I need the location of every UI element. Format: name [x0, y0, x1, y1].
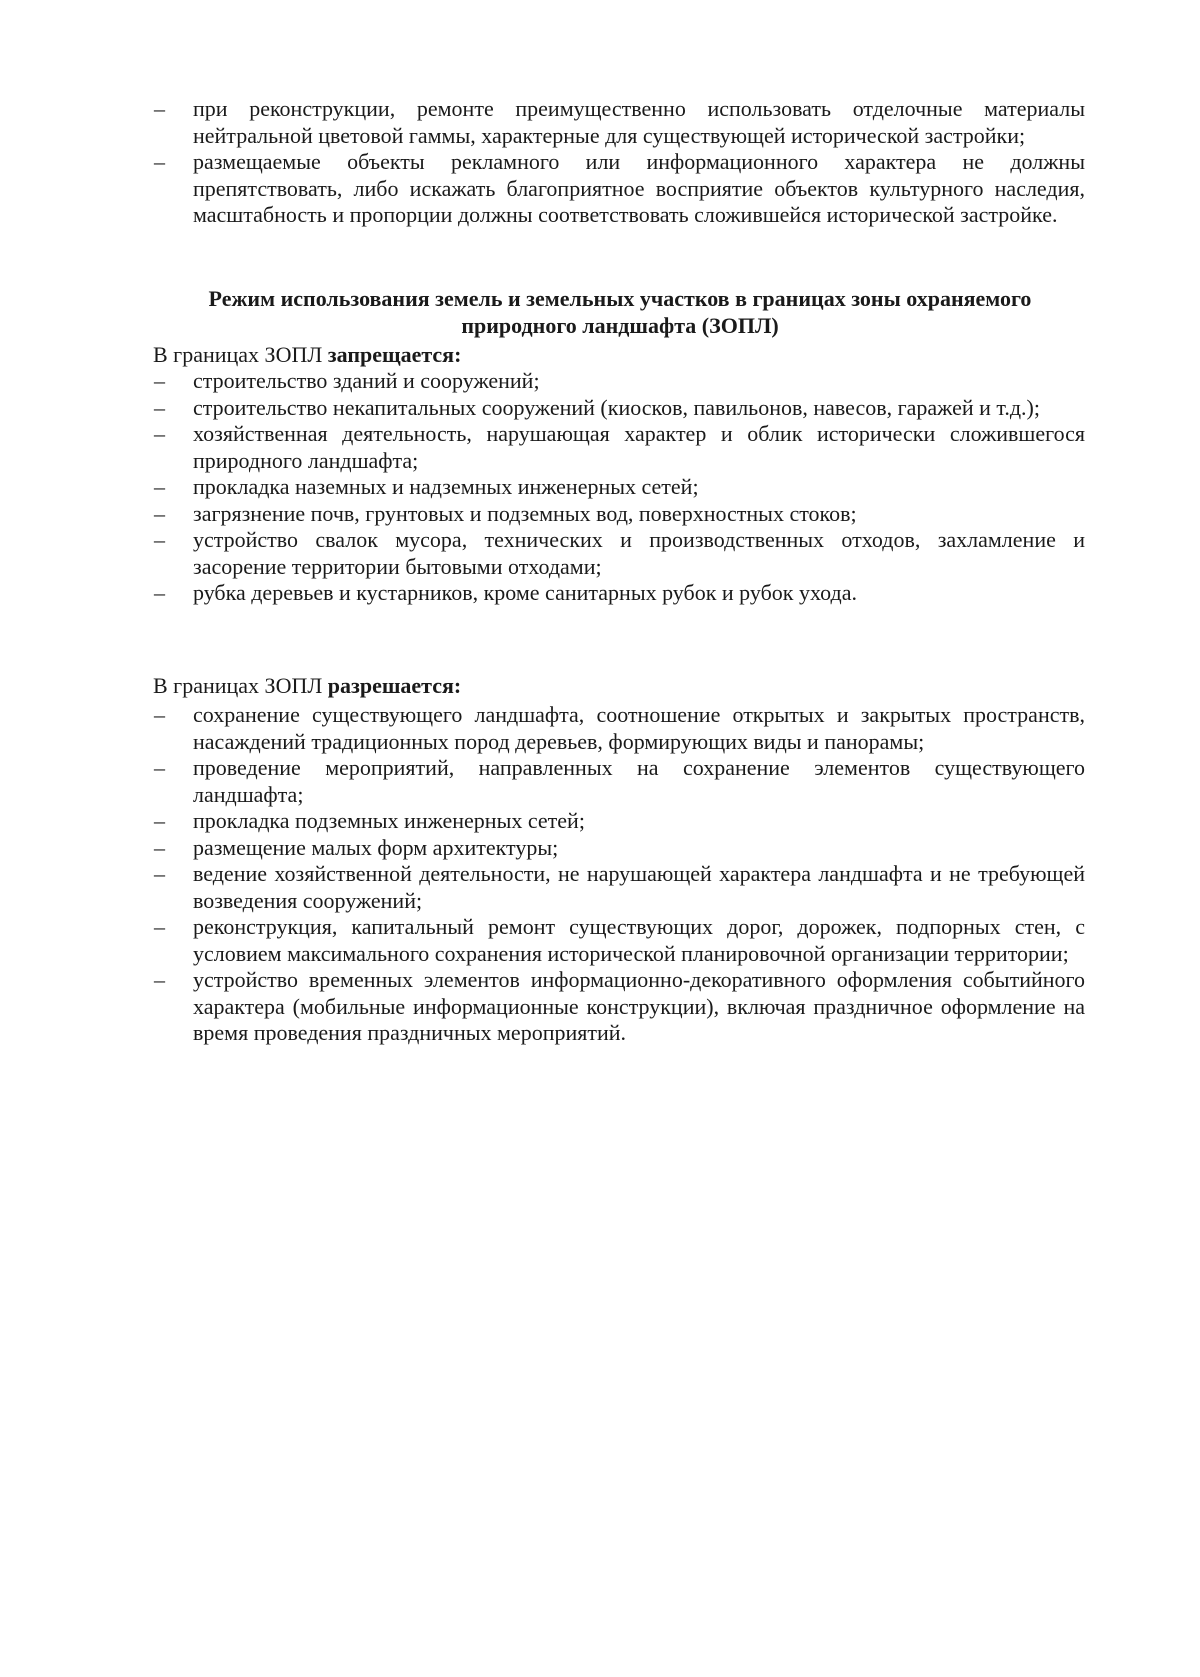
list-item — [0, 702, 1200, 755]
list-item — [0, 580, 1200, 607]
allowed-intro-prefix: В границах ЗОПЛ — [153, 673, 328, 698]
list-item — [0, 501, 1200, 528]
list-item — [0, 861, 1200, 914]
list-item-text: рубка деревьев и кустарников, кроме санитарных рубок и рубок ухода. — [193, 580, 857, 605]
list-item-text: устройство свалок мусора, технических и производственных отходов, захламление и засорение территории бытовыми отходами; — [193, 527, 1085, 579]
list-item-text: прокладка подземных инженерных сетей; — [193, 808, 585, 833]
allowed-intro-keyword: разрешается: — [327, 673, 462, 698]
list-item-text: загрязнение почв, грунтовых и подземных вод, поверхностных стоков; — [193, 500, 857, 526]
bullet-dash: – — [154, 755, 165, 780]
list-item-text: сохранение существующего ландшафта, соотношение открытых и закрытых пространств, насаждений традиционных пород деревьев, формирующих виды и панорамы; — [193, 702, 1085, 754]
list-item — [0, 474, 1200, 501]
list-item-text: ведение хозяйственной деятельности, не нарушающей характера ландшафта и не требующей возведения сооружений; — [193, 861, 1085, 913]
bullet-dash: – — [154, 861, 165, 886]
bullet-dash: – — [154, 96, 165, 121]
list-item — [0, 421, 1200, 474]
list-item-text: размещение малых форм архитектуры; — [193, 834, 559, 860]
prohibited-intro-keyword: запрещается: — [327, 342, 462, 367]
top-list — [0, 96, 1200, 229]
bullet-dash: – — [154, 914, 165, 939]
list-item-text: при реконструкции, ремонте преимущественно использовать отделочные материалы нейтральной цветовой гаммы, характерные для существующей исторической застройки; — [193, 96, 1085, 148]
prohibited-intro — [153, 342, 1053, 369]
list-item — [0, 967, 1200, 1047]
list-item — [0, 914, 1200, 967]
list-item — [0, 808, 1200, 835]
bullet-dash: – — [154, 580, 165, 605]
list-item — [0, 755, 1200, 808]
allowed-intro — [153, 673, 1053, 700]
bullet-dash: – — [154, 149, 165, 174]
prohibited-intro-prefix: В границах ЗОПЛ — [153, 342, 328, 367]
list-item-text: строительство зданий и сооружений; — [193, 368, 540, 393]
bullet-dash: – — [154, 394, 165, 420]
list-item-text: проведение мероприятий, направленных на сохранение элементов существующего ландшафта; — [193, 755, 1085, 807]
allowed-list — [0, 702, 1200, 1047]
list-item-text: размещаемые объекты рекламного или информационного характера не должны препятствовать, либо искажать благоприятное восприятие объектов культурного наследия, масштабность и пропорции должны соответствовать сложившейся исторической застройке. — [193, 149, 1085, 227]
list-item-text: прокладка наземных и надземных инженерных сетей; — [193, 474, 699, 499]
bullet-dash: – — [154, 500, 165, 526]
bullet-dash: – — [154, 474, 165, 499]
list-item-text: реконструкция, капитальный ремонт существующих дорог, дорожек, подпорных стен, с условием максимального сохранения исторической планировочной организации территории; — [193, 914, 1085, 966]
list-item — [0, 527, 1200, 580]
list-item — [0, 368, 1200, 395]
list-item-text: строительство некапитальных сооружений (киосков, павильонов, навесов, гаражей и т.д.); — [193, 394, 1040, 420]
bullet-dash: – — [154, 967, 165, 992]
bullet-dash: – — [154, 368, 165, 393]
prohibited-list — [0, 368, 1200, 607]
list-item — [0, 149, 1200, 229]
list-item-text: хозяйственная деятельность, нарушающая характер и облик исторически сложившегося природного ландшафта; — [193, 421, 1085, 473]
bullet-dash: – — [154, 421, 165, 446]
bullet-dash: – — [154, 702, 165, 727]
list-item — [0, 835, 1200, 862]
list-item — [0, 96, 1200, 149]
section-heading: Режим использования земель и земельных участков в границах зоны охраняемого природного ландшафта (ЗОПЛ) — [208, 286, 1032, 338]
bullet-dash: – — [154, 834, 165, 860]
bullet-dash: – — [154, 808, 165, 833]
bullet-dash: – — [154, 527, 165, 552]
list-item — [0, 395, 1200, 422]
list-item-text: устройство временных элементов информационно-декоративного оформления событийного характера (мобильные информационные конструкции), включая праздничное оформление на время проведения праздничных мероприятий. — [193, 967, 1085, 1045]
